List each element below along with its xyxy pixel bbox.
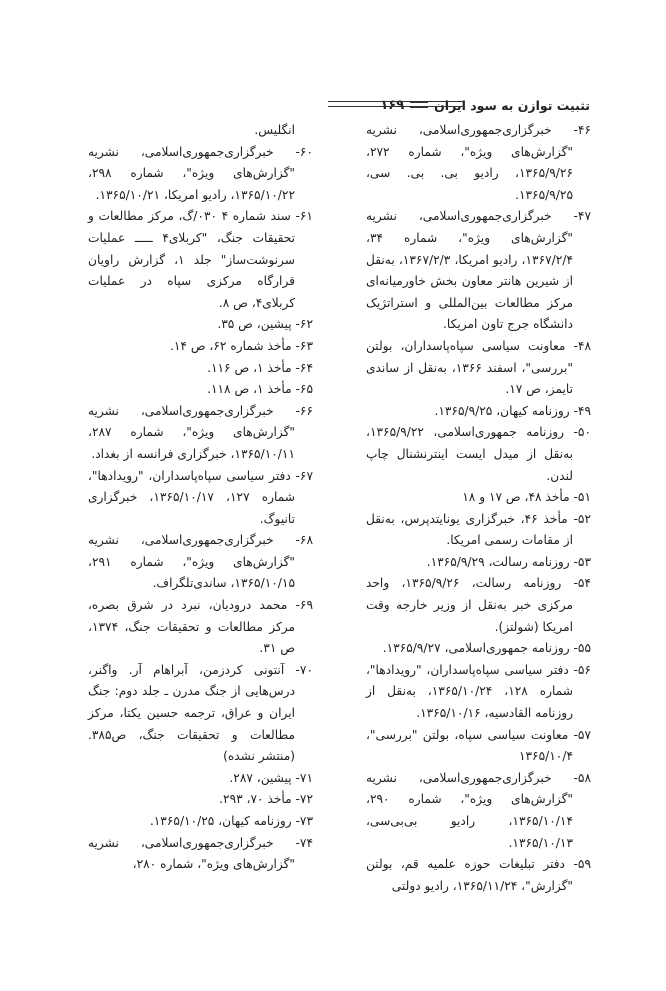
endnote-61: ۶۱- سند شماره ۴ ۰۳۰/گ، مرکز مطالعات و تحقیقات جنگ، "کربلای۴ ـــــ عملیات سرنوشت‌ساز" جلد ۱، گزارش راویان قرارگاه مرکزی سپاه در عملیات کربلای۴، ص ۸. [88,209,313,310]
endnote-46: ۴۶- خبرگزاری‌جمهوری‌اسلامی، نشریه "گزارش‌های ویژه"، شماره ۲۷۲، ۱۳۶۵/۹/۲۶، رادیو بی. بی. سی، ۱۳۶۵/۹/۲۵. [366,123,591,202]
endnote-54: ۵۴- روزنامه رسالت، ۱۳۶۵/۹/۲۶، واحد مرکزی خبر به‌نقل از وزیر خارجه وقت امریکا (شولتز). [366,576,591,634]
endnote-65: ۶۵- مأخذ ۱، ص ۱۱۸. [207,382,313,397]
endnote-67: ۶۷- دفتر سیاسی سپاه‌پاسداران، "رویدادها"، شماره ۱۲۷، ۱۳۶۵/۱۰/۱۷، خبرگزاری تانیوگ. [88,468,313,526]
endnote-63: ۶۳- مأخذ شماره ۶۲، ص ۱۴. [169,338,313,353]
endnote-55: ۵۵- روزنامه جمهوری‌اسلامی، ۱۳۶۵/۹/۲۷. [382,641,591,656]
header-rule-long [328,101,465,107]
endnote-56: ۵۶- دفتر سیاسی سپاه‌پاسداران، "رویدادها"، شماره ۱۲۸، ۱۳۶۵/۱۰/۲۴، به‌نقل از روزنامه القادسیه، ۱۳۶۵/۱۰/۱۶. [366,662,591,721]
endnote-52: ۵۲- مأخذ ۴۶، خبرگزاری یونایتدپرس، به‌نقل از مقامات رسمی امریکا. [366,511,591,548]
endnote-68: ۶۸- خبرگزاری‌جمهوری‌اسلامی، نشریه "گزارش‌های ویژه"، شماره ۲۹۱، ۱۳۶۵/۱۰/۱۵، ساندی‌تلگراف. [88,533,313,591]
page-number: ۱۶۹ [380,97,405,113]
endnote-70: ۷۰- آنتونی کردزمن، آبراهام آر. واگنر، درس‌هایی از جنگ مدرن ـ جلد دوم: جنگ ایران و عراق، ترجمه حسین یکتا، مرکز مطالعات و تحقیقات جنگ، ص۳۸۵. (منتشر نشده) [88,662,313,764]
endnote-66: ۶۶- خبرگزاری‌جمهوری‌اسلامی، نشریه "گزارش‌های ویژه"، شماره ۲۸۷، ۱۳۶۵/۱۰/۱۱، خبرگزاری فرانسه از بغداد. [88,403,313,461]
endnote-51: ۵۱- مأخذ ۴۸، ص ۱۷ و ۱۸ [462,490,591,505]
endnote-64: ۶۴- مأخذ ۱، ص ۱۱۶. [207,360,313,375]
endnotes-column-right [366,120,591,897]
endnote-47: ۴۷- خبرگزاری‌جمهوری‌اسلامی، نشریه "گزارش‌های ویژه"، شماره ۳۴، ۱۳۶۷/۲/۴، رادیو امریکا، ۱۳۶۷/۲/۳، به‌نقل از شیرین هانتر معاون بخش خاورمیانه‌ای مرکز مطالعات بین‌المللی و استراتژیک دانشگاه جرج تاون امریکا. [366,209,591,332]
endnote-73: ۷۳- روزنامه کیهان، ۱۳۶۵/۱۰/۲۵. [149,814,313,828]
endnote-74: ۷۴- خبرگزاری‌جمهوری‌اسلامی، نشریه "گزارش‌های ویژه"، شماره ۲۸۰، [88,835,313,872]
endnote-50: ۵۰- روزنامه جمهوری‌اسلامی، ۱۳۶۵/۹/۲۲، به‌نقل از میدل ایست اینترنشنال چاپ لندن. [366,425,591,483]
endnote-69: ۶۹- محمد درودیان، نبرد در شرق بصره، مرکز مطالعات و تحقیقات جنگ، ۱۳۷۴، ص ۳۱. [88,598,313,656]
endnote-53: ۵۳- روزنامه رسالت، ۱۳۶۵/۹/۲۹. [426,554,591,569]
running-header [70,95,590,115]
endnote-49: ۴۹- روزنامه کیهان، ۱۳۶۵/۹/۲۵. [434,403,591,418]
endnote-48: ۴۸- معاونت سیاسی سپاه‌پاسداران، بولتن "بررسی"، اسفند ۱۳۶۶، به‌نقل از ساندی تایمز، ص ۱۷. [366,338,591,397]
endnote-72: ۷۲- مأخذ ۷۰، ۲۹۳. [219,792,313,807]
endnotes-column-left [88,120,313,876]
endnote-62: ۶۲- پیشین، ص ۳۵. [217,317,313,332]
endnote-58: ۵۸- خبرگزاری‌جمهوری‌اسلامی، نشریه "گزارش‌های ویژه"، شماره ۲۹۰، ۱۳۶۵/۱۰/۱۴، رادیو بی‌بی‌سی، ۱۳۶۵/۱۰/۱۳. [366,770,591,850]
endnote-71: ۷۱- پیشین، ۲۸۷. [229,770,313,785]
endnote-57: ۵۷- معاونت سیاسی سپاه، بولتن "بررسی"، ۱۳۶۵/۱۰/۴ [366,727,591,764]
endnote-59-continuation: انگلیس. [254,123,295,137]
endnote-60: ۶۰- خبرگزاری‌جمهوری‌اسلامی، نشریه "گزارش‌های ویژه"، شماره ۲۹۸، ۱۳۶۵/۱۰/۲۲، رادیو امریکا، ۱۳۶۵/۱۰/۲۱. [88,144,313,202]
running-title: تثبیت توازن به سود ایران [434,97,590,113]
endnote-59: ۵۹- دفتر تبلیغات حوزه علمیه قم، بولتن "گزارش"، ۱۳۶۵/۱۱/۲۴، رادیو دولتی [366,857,591,893]
